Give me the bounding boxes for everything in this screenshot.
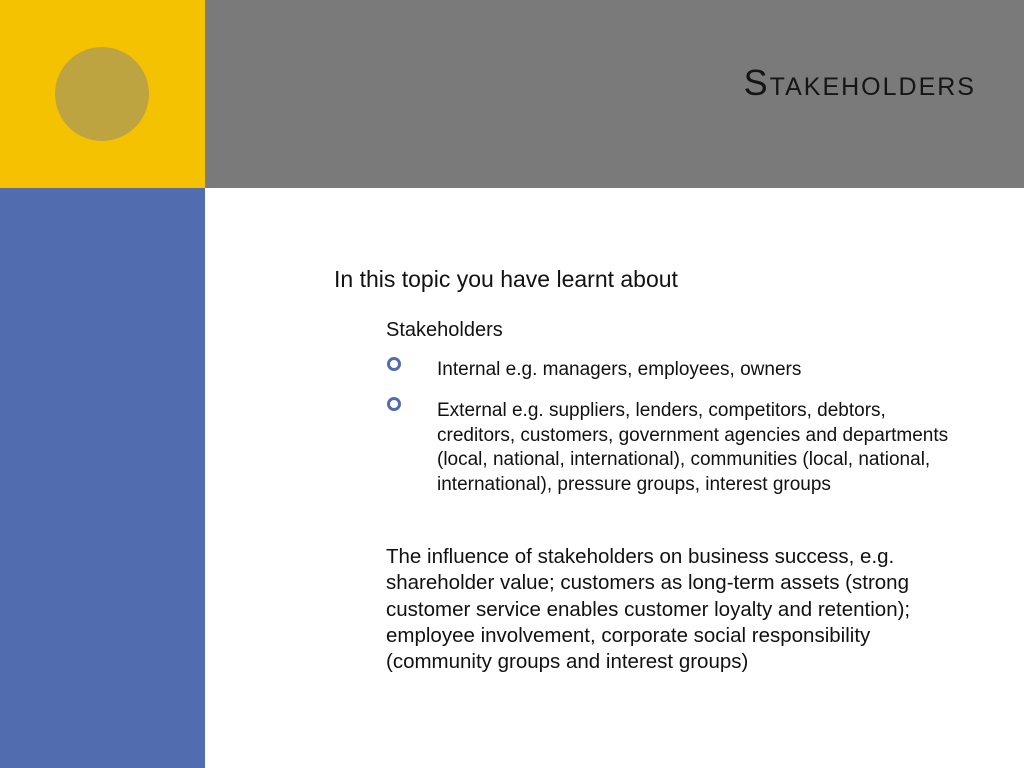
bullet-influence-text: The influence of stakeholders on business success, e.g. shareholder value; customers as long-term assets (strong customer service enables customer loyalty and retention); employee involvement, corporate social responsibility (community groups and interest groups) — [386, 545, 911, 674]
yellow-corner-block — [0, 0, 205, 188]
bullet-external-text: External e.g. suppliers, lenders, competitors, debtors, creditors, customers, government agencies and departments (local, national, international), communities (local, national, international), pressure groups, interest groups — [437, 400, 949, 496]
side-bar — [0, 188, 205, 768]
decorative-circle — [55, 47, 149, 141]
circle-bullet-icon — [387, 397, 401, 411]
slide-title: Stakeholders — [743, 62, 976, 103]
bullet-level1-text: In this topic you have learnt about — [334, 266, 678, 292]
bullet-stakeholders-text: Stakeholders — [386, 319, 503, 341]
circle-bullet-icon — [387, 357, 401, 371]
bullet-internal-text: Internal e.g. managers, employees, owners — [437, 359, 802, 380]
